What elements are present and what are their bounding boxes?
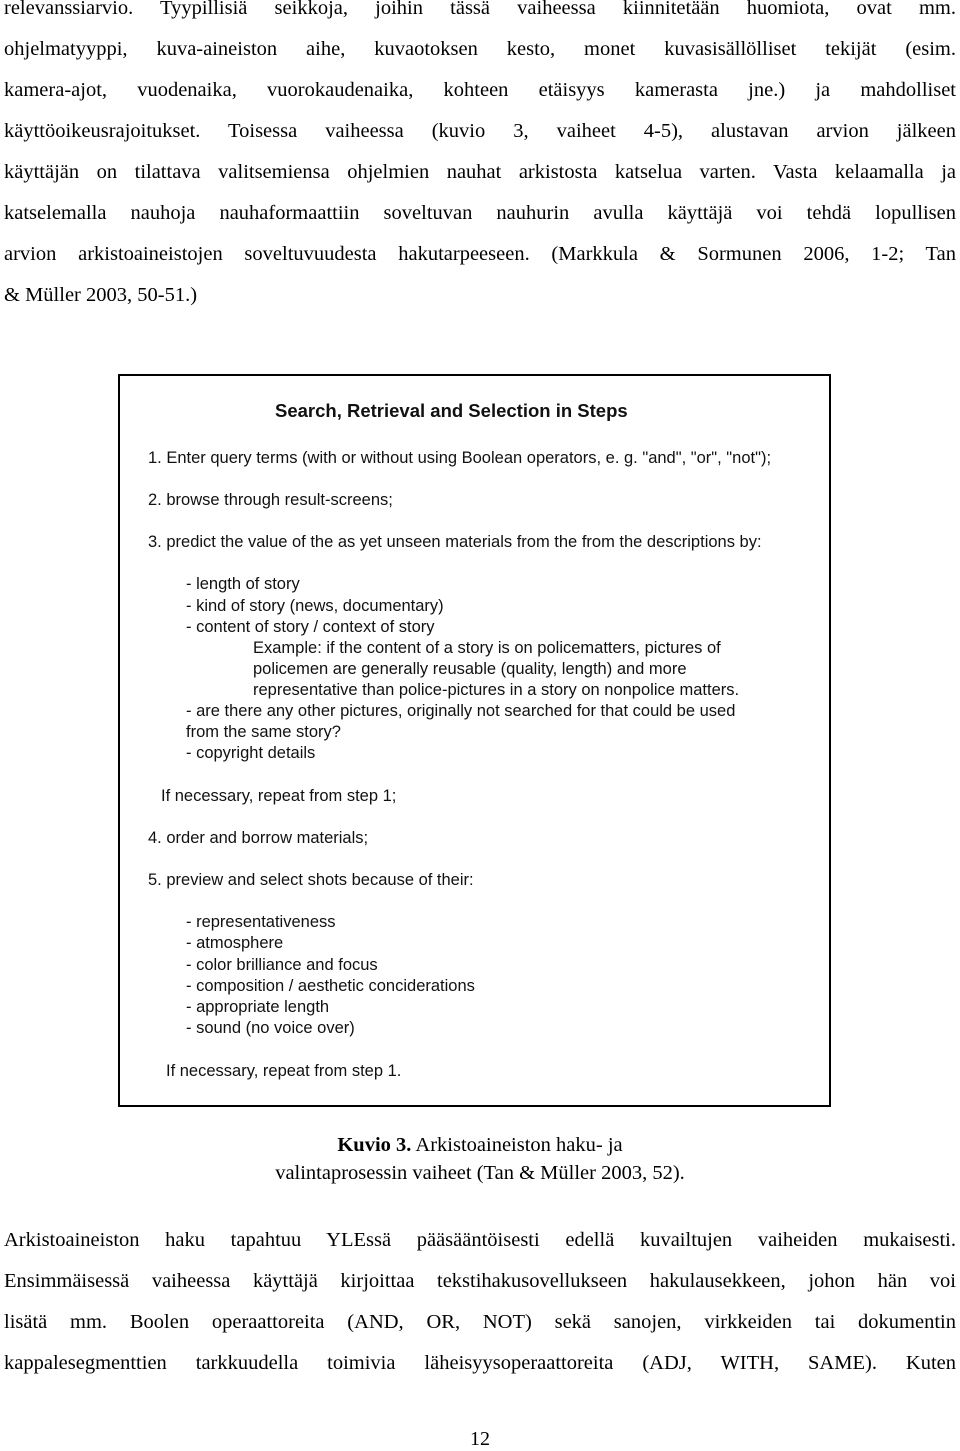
text-line: käyttöoikeusrajoitukset. Toisessa vaiheessa (kuvio 3, vaiheet 4-5), alustavan arvion jälkeen [4, 120, 956, 142]
figure-list-item: - color brilliance and focus [186, 956, 378, 974]
figure-step-1: 1. Enter query terms (with or without using Boolean operators, e. g. "and", "or", "not"); [148, 449, 772, 467]
text-line: & Müller 2003, 50-51.) [4, 284, 198, 306]
top-paragraph [4, 0, 956, 316]
figure-step-2: 2. browse through result-screens; [148, 491, 393, 509]
text-line: kappalesegmenttien tarkkuudella toimivia läheisyysoperaattoreita (ADJ, WITH, SAME). Kuten [4, 1352, 956, 1374]
text-line: Arkistoaineiston haku tapahtuu YLEssä pääsääntöisesti edellä kuvailtujen vaiheiden mukaisesti. [4, 1229, 956, 1251]
figure-list-item: - kind of story (news, documentary) [186, 597, 444, 615]
figure-list-item: - copyright details [186, 744, 316, 762]
text-line: relevanssiarvio. Tyypillisiä seikkoja, joihin tässä vaiheessa kiinnitetään huomiota, ovat mm. [4, 0, 956, 19]
figure-list-item: - sound (no voice over) [186, 1019, 355, 1037]
text-line: Ensimmäisessä vaiheessa käyttäjä kirjoittaa tekstihakusovellukseen hakulausekkeen, johon hän voi [4, 1270, 956, 1292]
text-line: kamera-ajot, vuodenaika, vuorokaudenaika, kohteen etäisyys kamerasta jne.) ja mahdolliset [4, 79, 956, 101]
figure-list-item: - composition / aesthetic conciderations [186, 977, 475, 995]
figure-example-line: policemen are generally reusable (quality, length) and more [253, 660, 687, 678]
figure-title: Search, Retrieval and Selection in Steps [275, 400, 628, 421]
figure-list-item: - representativeness [186, 913, 336, 931]
caption-label: Kuvio 3. [337, 1134, 412, 1156]
text-line: katselemalla nauhoja nauhaformaattiin soveltuvan nauhurin avulla käyttäjä voi tehdä lopullisen [4, 202, 956, 224]
figure-list-item: - content of story / context of story [186, 618, 435, 636]
caption-text: Arkistoaineiston haku- ja [415, 1134, 623, 1156]
text-line: käyttäjän on tilattava valitsemiensa ohjelmien nauhat arkistosta katselua varten. Vasta kelaamalla ja [4, 161, 956, 183]
figure-step-5: 5. preview and select shots because of their: [148, 871, 474, 889]
figure-example-line: Example: if the content of a story is on policematters, pictures of [253, 639, 721, 657]
caption-line-2: valintaprosessin vaiheet (Tan & Müller 2003, 52). [275, 1162, 685, 1184]
figure-repeat-note: If necessary, repeat from step 1; [161, 787, 397, 805]
text-line: ohjelmatyyppi, kuva-aineiston aihe, kuvaotoksen kesto, monet kuvasisällölliset tekijät (esim. [4, 38, 956, 60]
figure-step-4: 4. order and borrow materials; [148, 829, 369, 847]
figure-box [118, 374, 831, 1107]
bottom-paragraph [4, 1220, 956, 1384]
caption-line-1 [0, 1131, 960, 1159]
text-line: arvion arkistoaineistojen soveltuvuudesta hakutarpeeseen. (Markkula & Sormunen 2006, 1-2; Tan [4, 243, 956, 265]
text-line: lisätä mm. Boolen operaattoreita (AND, OR, NOT) sekä sanojen, virkkeiden tai dokumentin [4, 1311, 956, 1333]
figure-repeat-note: If necessary, repeat from step 1. [166, 1062, 402, 1080]
figure-list-item: - length of story [186, 575, 300, 593]
figure-list-item: - appropriate length [186, 998, 330, 1016]
figure-list-item: - atmosphere [186, 934, 284, 952]
figure-list-item: from the same story? [186, 723, 341, 741]
figure-step-3: 3. predict the value of the as yet unseen materials from the from the descriptions by: [148, 533, 762, 551]
figure-list-item: - are there any other pictures, originally not searched for that could be used [186, 702, 736, 720]
figure-caption [0, 1131, 960, 1187]
page-number: 12 [470, 1428, 490, 1450]
figure-example-line: representative than police-pictures in a story on nonpolice matters. [253, 681, 740, 699]
